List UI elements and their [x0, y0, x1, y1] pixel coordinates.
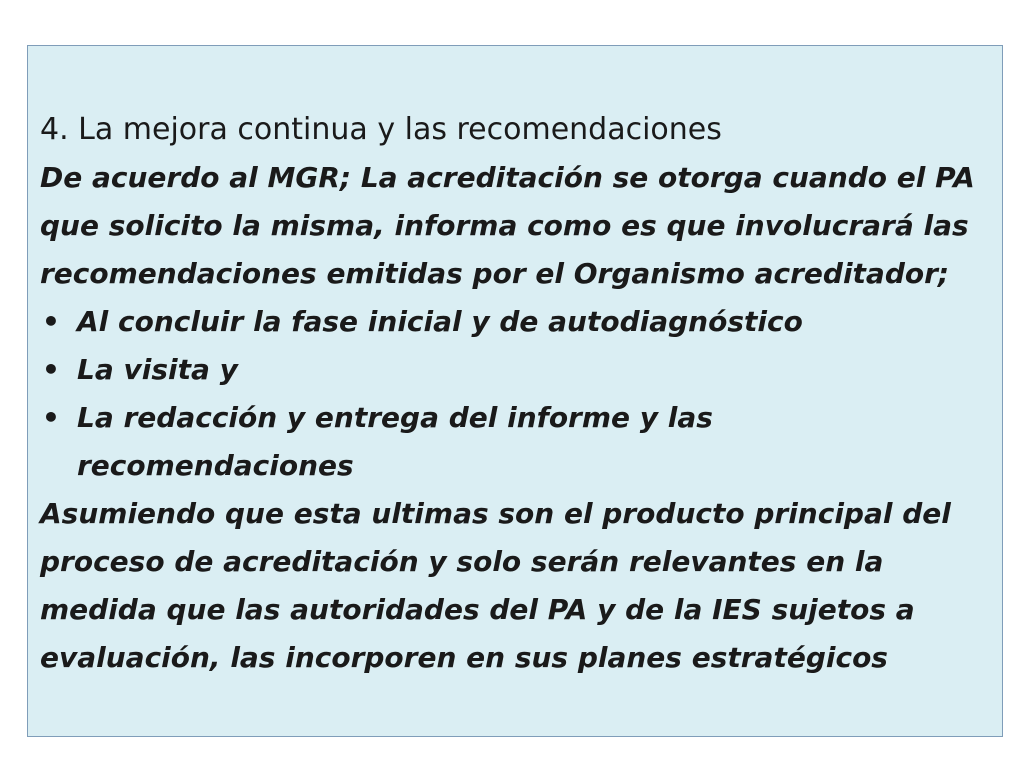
bullet-icon: •: [42, 305, 60, 338]
bullet-text: Al concluir la fase inicial y de autodiagnóstico: [77, 305, 803, 338]
conclusion-paragraph: Asumiendo que esta ultimas son el producto principal del proceso de acreditación y solo serán relevantes en la medida que las autoridades del PA y de la IES sujetos a evaluación, las incorporen en sus planes estratégicos: [40, 497, 951, 674]
bullet-item: [40, 394, 990, 490]
slide-heading: 4. La mejora continua y las recomendaciones: [40, 112, 722, 147]
bullet-icon: •: [42, 353, 60, 386]
bullet-text: La redacción y entrega del informe y las recomendaciones: [77, 401, 713, 482]
bullet-text: La visita y: [77, 353, 238, 386]
content-textbox: [27, 45, 1003, 737]
bullet-item: [40, 346, 990, 394]
bullet-item: [40, 298, 990, 346]
bullet-list: [40, 298, 990, 490]
intro-paragraph: De acuerdo al MGR; La acreditación se otorga cuando el PA que solicito la misma, informa como es que involucrará las recomendaciones emitidas por el Organismo acreditador;: [40, 161, 975, 290]
bullet-icon: •: [42, 401, 60, 434]
